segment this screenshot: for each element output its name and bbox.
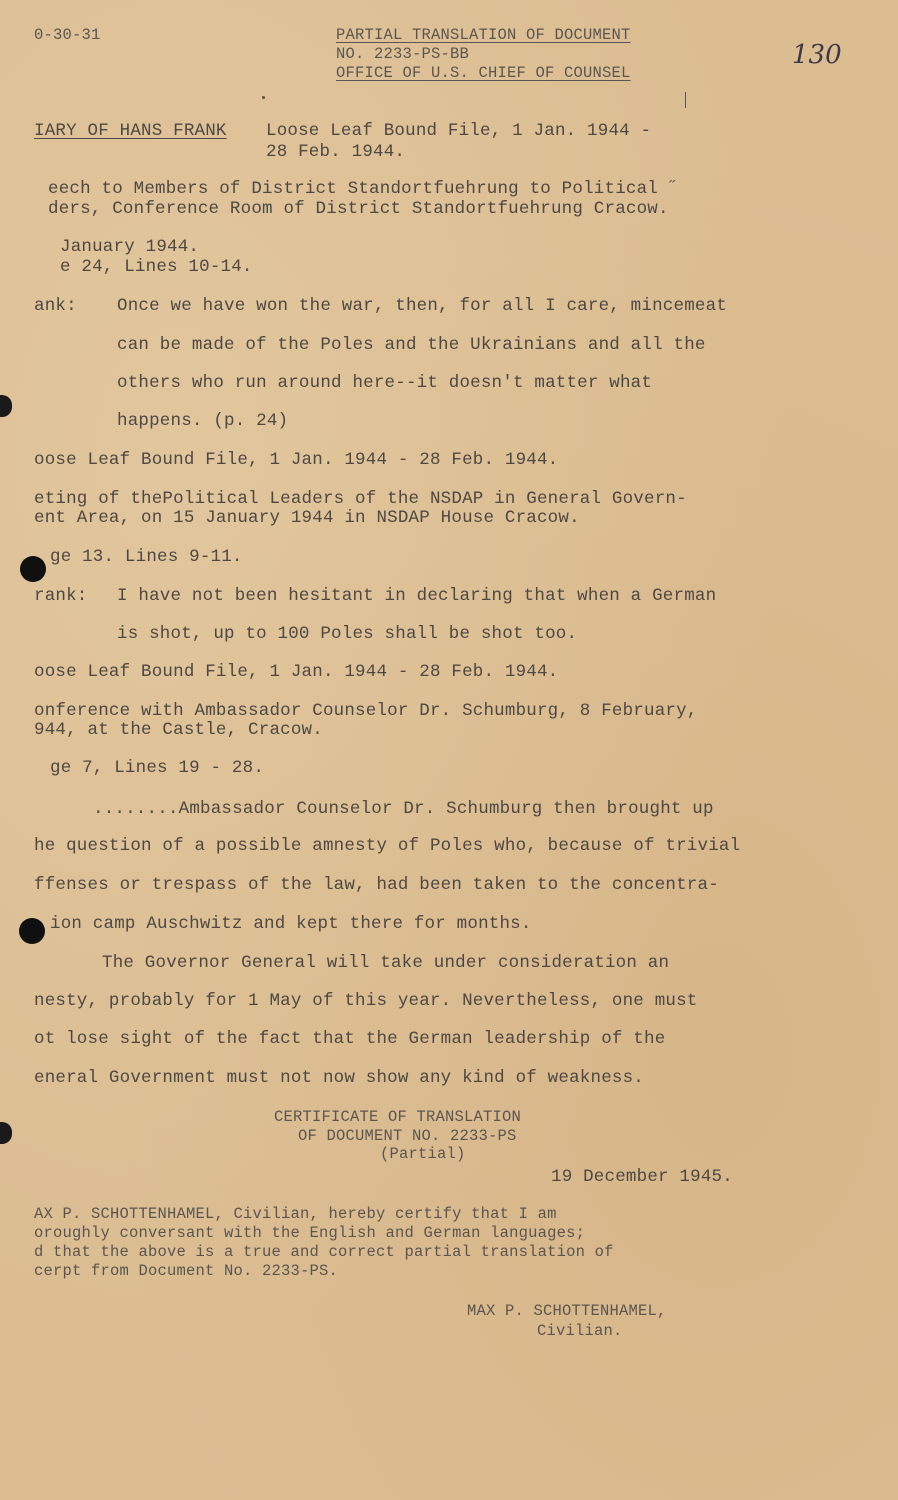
date-line: January 1944. (60, 237, 200, 257)
paragraph-2-line-1: The Governor General will take under consideration an (102, 953, 670, 973)
certificate-title: CERTIFICATE OF TRANSLATION (274, 1108, 522, 1126)
file-reference-3: oose Leaf Bound File, 1 Jan. 1944 - 28 Feb. 1944. (34, 662, 559, 682)
paragraph-1-line-3: ffenses or trespass of the law, had been taken to the concentra- (34, 875, 719, 895)
paragraph-1-line-1: ........Ambassador Counselor Dr. Schumburg then brought up (93, 799, 714, 819)
signature-name: MAX P. SCHOTTENHAMEL, (467, 1302, 667, 1320)
speaker-label-2: rank: (34, 586, 88, 606)
meeting-line-2: ent Area, on 15 January 1944 in NSDAP House Cracow. (34, 508, 580, 528)
paragraph-1-line-2: he question of a possible amnesty of Poles who, because of trivial (34, 836, 741, 856)
stray-pen-stroke (685, 92, 686, 108)
diary-label: IARY OF HANS FRANK (34, 121, 227, 141)
document-code: 0-30-31 (34, 26, 101, 44)
certificate-date: 19 December 1945. (551, 1167, 733, 1187)
paragraph-1-line-4: ion camp Auschwitz and kept there for months. (50, 914, 532, 934)
edge-notch-lower (0, 1122, 12, 1144)
quote-2-line-1: I have not been hesitant in declaring that when a German (117, 586, 717, 606)
certificate-text-line-4: cerpt from Document No. 2233-PS. (34, 1262, 339, 1280)
handwritten-page-number: 130 (792, 40, 842, 70)
quote-1-line-1: Once we have won the war, then, for all I care, mincemeat (117, 296, 727, 316)
edge-notch-upper (0, 395, 12, 417)
file-line-2: 28 Feb. 1944. (266, 142, 406, 162)
speaker-label-1: ank: (34, 296, 77, 316)
paragraph-2-line-2: nesty, probably for 1 May of this year. Nevertheless, one must (34, 991, 698, 1011)
quote-1-line-3: others who run around here--it doesn't matter what (117, 373, 653, 393)
meeting-line-1: eting of thePolitical Leaders of the NSDAP in General Govern- (34, 489, 687, 509)
translation-title: PARTIAL TRANSLATION OF DOCUMENT (336, 26, 631, 44)
document-number: NO. 2233-PS-BB (336, 45, 470, 63)
certificate-text-line-2: oroughly conversant with the English and German languages; (34, 1224, 586, 1242)
certificate-text-line-1: AX P. SCHOTTENHAMEL, Civilian, hereby certify that I am (34, 1205, 557, 1223)
stray-mark (262, 96, 265, 99)
certificate-text-line-3: d that the above is a true and correct partial translation of (34, 1243, 614, 1261)
signature-title: Civilian. (537, 1322, 623, 1340)
page-reference-1: e 24, Lines 10-14. (60, 257, 253, 277)
binder-hole-bottom (19, 918, 45, 944)
conference-line-2: 944, at the Castle, Cracow. (34, 720, 323, 740)
quote-1-line-4: happens. (p. 24) (117, 411, 289, 431)
speech-line-2: ders, Conference Room of District Standortfuehrung Cracow. (48, 199, 669, 219)
page-reference-3: ge 7, Lines 19 - 28. (50, 758, 265, 778)
file-reference-2: oose Leaf Bound File, 1 Jan. 1944 - 28 Feb. 1944. (34, 450, 559, 470)
paragraph-2-line-3: ot lose sight of the fact that the German leadership of the (34, 1029, 666, 1049)
certificate-partial-label: (Partial) (380, 1145, 466, 1163)
file-line-1: Loose Leaf Bound File, 1 Jan. 1944 - (266, 121, 652, 141)
page-reference-2: ge 13. Lines 9-11. (50, 547, 243, 567)
quote-1-line-2: can be made of the Poles and the Ukrainians and all the (117, 335, 706, 355)
binder-hole-top (20, 556, 46, 582)
office-title: OFFICE OF U.S. CHIEF OF COUNSEL (336, 64, 631, 82)
certificate-document-number: OF DOCUMENT NO. 2233-PS (298, 1127, 517, 1145)
quote-2-line-2: is shot, up to 100 Poles shall be shot too. (117, 624, 578, 644)
conference-line-1: onference with Ambassador Counselor Dr. Schumburg, 8 February, (34, 701, 698, 721)
paragraph-2-line-4: eneral Government must not now show any kind of weakness. (34, 1068, 644, 1088)
speech-line-1: eech to Members of District Standortfuehrung to Political ˝ (48, 179, 680, 199)
